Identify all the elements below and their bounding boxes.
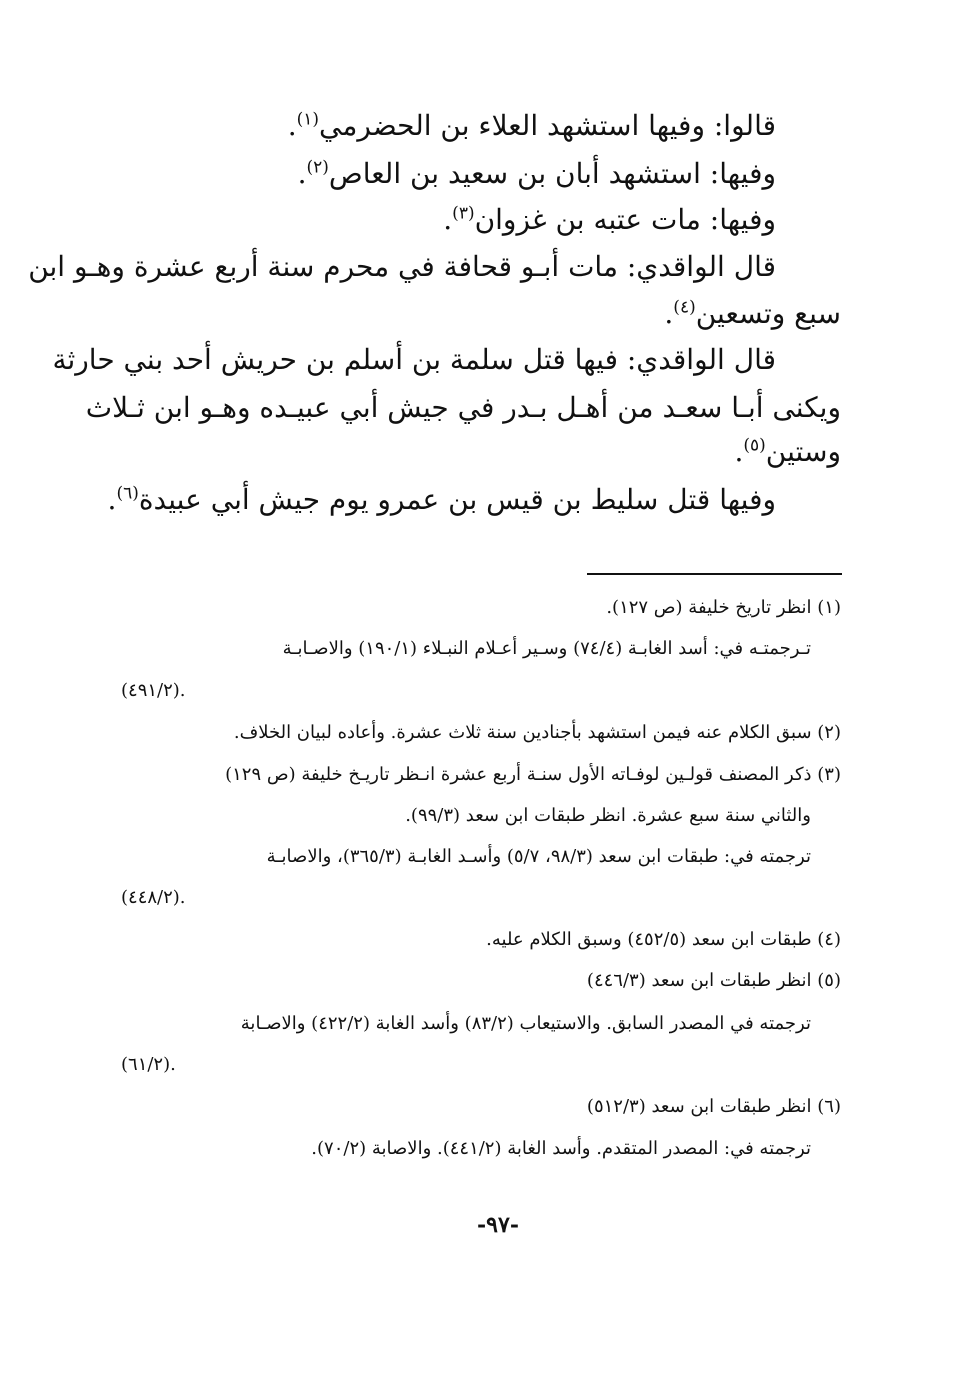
period: . xyxy=(443,203,453,236)
footnote-1-bio-text: تـرجمتـه في: أسد الغابـة (٧٤/٤) وسـير أعـلام النبـلاء (١٩٠/١) والاصـابـة xyxy=(282,638,811,659)
footnote-1-bio-cont xyxy=(121,676,811,706)
main-line-6 xyxy=(52,338,776,382)
period: . xyxy=(734,435,744,468)
footnote-3-text: (٣) ذكر المصنف قولـين لوفـاته الأول سنـة أربع عشرة انـظر تاريـخ خليفة (ص ١٢٩) xyxy=(225,764,841,785)
period: . xyxy=(297,157,307,190)
main-line-7 xyxy=(85,386,841,430)
period: . xyxy=(287,109,297,142)
footnote-3-cont xyxy=(121,801,811,831)
main-line-4 xyxy=(28,245,776,289)
footnote-1-text: (١) انظر تاريخ خليفة (ص ١٢٧). xyxy=(606,597,841,618)
main-line-8 xyxy=(116,430,841,474)
footnote-4 xyxy=(116,925,841,955)
footnote-separator xyxy=(587,573,842,575)
footnote-3-bio-cont-text: (٤٤٨/٢). xyxy=(121,887,186,908)
footnote-4-text: (٤) طبقات ابن سعد (٤٥٢/٥) وسبق الكلام عليه. xyxy=(486,929,841,950)
main-line-3 xyxy=(156,198,776,242)
footnote-5-bio-cont xyxy=(121,1050,811,1080)
footnote-1-bio-cont-text: (٤٩١/٢). xyxy=(121,680,186,701)
footnote-ref-5: (٥) xyxy=(743,435,766,456)
footnote-1-bio xyxy=(121,634,811,664)
main-line-4-text: قال الواقدي: مات أبـو قحافة في محرم سنة أربع عشرة وهـو ابن xyxy=(28,250,776,283)
footnote-2 xyxy=(116,718,841,748)
footnote-3-bio-text: ترجمته في: طبقات ابن سعد (٩٨/٣، ٥/٧) وأسـد الغابـة (٣٦٥/٣)، والاصابـة xyxy=(266,846,811,867)
main-line-8-text: وستين xyxy=(765,435,841,468)
footnote-5-bio xyxy=(121,1009,811,1039)
period: . xyxy=(107,483,117,516)
main-line-5 xyxy=(116,292,841,336)
main-line-2 xyxy=(156,152,776,196)
footnote-ref-6: (٦) xyxy=(116,483,139,504)
main-line-9 xyxy=(107,478,776,522)
main-line-7-text: ويكنى أبـا سعـد من أهـل بـدر في جيش أبي عبيـده وهـو ابن ثـلاث xyxy=(85,391,841,424)
period: . xyxy=(664,297,674,330)
main-line-3-text: وفيها: مات عتبه بن غزوان xyxy=(474,203,776,236)
main-line-2-text: وفيها: استشهد أبان بن سعيد بن العاص xyxy=(328,157,776,190)
main-line-1-text: قالوا: وفيها استشهد العلاء بن الحضرمي xyxy=(319,109,776,142)
footnote-ref-4: (٤) xyxy=(673,297,696,318)
main-line-1 xyxy=(156,104,776,148)
footnote-5-bio-cont-text: (٦١/٢). xyxy=(121,1054,176,1075)
footnote-5 xyxy=(116,966,841,996)
footnote-6 xyxy=(116,1092,841,1122)
footnote-ref-1: (١) xyxy=(296,109,320,130)
footnote-1 xyxy=(116,593,841,623)
main-line-9-text: وفيها قتل سليط بن قيس بن عمرو يوم جيش أبي عبيدة xyxy=(138,483,776,516)
footnote-2-text: (٢) سبق الكلام عنه فيمن استشهد بأجنادين سنة ثلاث عشرة. وأعاده لبيان الخلاف. xyxy=(233,722,841,743)
footnote-5-bio-text: ترجمته في المصدر السابق. والاستيعاب (٨٣/٢) وأسد الغابة (٤٢٢/٢) والاصـابة xyxy=(240,1013,811,1034)
main-line-5-text: سبع وتسعين xyxy=(695,297,841,330)
footnote-3-cont-text: والثاني سنة سبع عشرة. انظر طبقات ابن سعد (٩٩/٣). xyxy=(405,805,811,826)
main-line-6-text: قال الواقدي: فيها قتل سلمة بن أسلم بن حريش أحد بني حارثة xyxy=(52,343,776,376)
footnote-3-bio-cont xyxy=(121,883,811,913)
footnote-3-bio xyxy=(121,842,811,872)
footnote-ref-3: (٣) xyxy=(452,203,475,224)
footnote-6-text: (٦) انظر طبقات ابن سعد (٥١٢/٣) xyxy=(586,1096,841,1117)
page-number: -٩٧- xyxy=(477,1212,519,1238)
footnote-6-bio-text: ترجمته في: المصدر المتقدم. وأسد الغابة (٤٤١/٢). والاصابة (٧٠/٢). xyxy=(311,1138,811,1159)
footnote-5-text: (٥) انظر طبقات ابن سعد (٤٤٦/٣) xyxy=(586,970,841,991)
footnote-3 xyxy=(116,760,841,790)
footnote-6-bio xyxy=(121,1134,811,1164)
footnote-ref-2: (٢) xyxy=(306,157,329,178)
